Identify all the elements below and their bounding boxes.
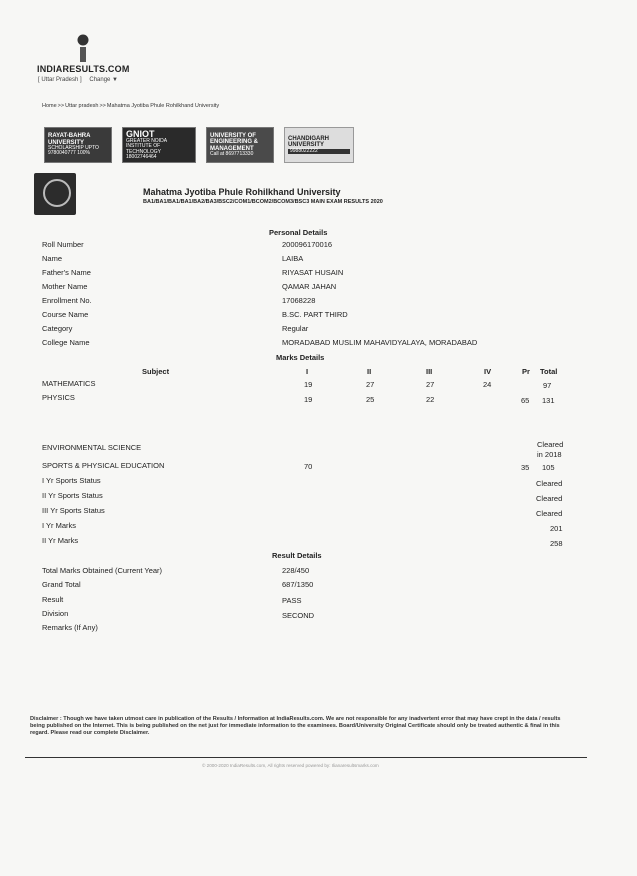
yr1-sports-label: I Yr Sports Status bbox=[42, 476, 101, 485]
math-paper-3: 27 bbox=[426, 380, 435, 389]
col-paper-4: IV bbox=[484, 367, 492, 376]
result-details-heading: Result Details bbox=[272, 551, 322, 560]
breadcrumb-current: Mahatma Jyotiba Phule Rohilkhand University bbox=[106, 103, 220, 109]
state-label: [ Uttar Pradesh ] bbox=[38, 77, 82, 83]
result-value: PASS bbox=[282, 596, 302, 605]
col-paper-1: I bbox=[306, 367, 309, 376]
yr3-sports-label: III Yr Sports Status bbox=[42, 506, 105, 515]
physics-paper-3: 22 bbox=[426, 395, 435, 404]
math-paper-4: 24 bbox=[483, 380, 492, 389]
math-paper-1: 19 bbox=[304, 380, 313, 389]
yr2-marks-value: 258 bbox=[550, 539, 563, 548]
roll-number-label: Roll Number bbox=[42, 240, 84, 249]
col-paper-2: II bbox=[367, 367, 372, 376]
exam-name: BA1/BA1/BA1/BA1/BA2/BA3/BSC2/COM1/BCOM2/BCOM3/BSC3 MAIN EXAM RESULTS 2020 bbox=[143, 199, 383, 205]
mother-name-label: Mother Name bbox=[42, 282, 88, 291]
subject-env-science: ENVIRONMENTAL SCIENCE bbox=[42, 443, 142, 452]
breadcrumb-separator: >> bbox=[57, 103, 65, 109]
col-subject: Subject bbox=[142, 367, 170, 376]
name-value: LAIBA bbox=[282, 254, 304, 263]
yr1-marks-label: I Yr Marks bbox=[42, 521, 77, 530]
yr2-sports-value: Cleared bbox=[536, 494, 563, 503]
university-name: Mahatma Jyotiba Phule Rohilkhand University bbox=[143, 187, 341, 197]
ad-uem[interactable] bbox=[206, 127, 274, 163]
ad-rayat-bahra[interactable] bbox=[44, 127, 112, 163]
course-name-value: B.SC. PART THIRD bbox=[282, 310, 348, 319]
breadcrumb-state[interactable]: Uttar pradesh bbox=[65, 103, 99, 109]
indiaresults-logo-icon[interactable] bbox=[76, 34, 90, 62]
ad-title: CHANDIGARH UNIVERSITY bbox=[288, 136, 329, 149]
state-selector bbox=[38, 77, 124, 83]
ad-extra: 9988022222 bbox=[288, 149, 350, 154]
father-name-value: RIYASAT HUSAIN bbox=[282, 268, 344, 277]
yr3-sports-value: Cleared bbox=[536, 509, 563, 518]
ad-subtitle: Call at 8697713330 bbox=[210, 150, 254, 157]
sports-practical: 35 bbox=[521, 463, 530, 472]
total-marks-label: Total Marks Obtained (Current Year) bbox=[42, 566, 163, 575]
grand-total-value: 687/1350 bbox=[282, 580, 314, 589]
father-name-label: Father's Name bbox=[42, 268, 91, 277]
ad-subtitle: SCHOLARSHIP UPTO bbox=[48, 145, 99, 152]
physics-paper-2: 25 bbox=[366, 395, 375, 404]
col-practical: Pr bbox=[522, 367, 530, 376]
physics-total: 131 bbox=[542, 396, 555, 405]
sports-paper-1: 70 bbox=[304, 462, 313, 471]
roll-number-value: 200096170016 bbox=[282, 240, 333, 249]
enrollment-label: Enrollment No. bbox=[42, 296, 92, 305]
yr2-sports-label: II Yr Sports Status bbox=[42, 491, 103, 500]
disclaimer-text: Disclaimer : Though we have taken utmost care in publication of the Results / Information at IndiaResults.com. We are not responsible for any inadvertent error that may have crept in the data / results being published on the Internet. This is being published on the net just for immediate information to the examinees. Board/University Original Certificate should only be treated authentic & final in this regard. Please read our complete Disclaimer. bbox=[30, 716, 561, 736]
yr1-marks-value: 201 bbox=[550, 524, 563, 533]
site-name[interactable]: INDIARESULTS.COM bbox=[37, 64, 130, 74]
ad-subtitle: GREATER NOIDA INSTITUTE OF TECHNOLOGY bbox=[126, 138, 167, 155]
enrollment-value: 17068228 bbox=[282, 296, 316, 305]
course-name-label: Course Name bbox=[42, 310, 89, 319]
ad-gniot[interactable] bbox=[122, 127, 196, 163]
sports-total: 105 bbox=[542, 463, 555, 472]
physics-paper-1: 19 bbox=[304, 395, 313, 404]
ad-title: UNIVERSITY OF ENGINEERING & MANAGEMENT bbox=[210, 132, 259, 152]
copyright-text: © 2000-2020 IndiaResults.com, All rights reserved powered by: Ilianaresultsmarks.com bbox=[202, 763, 379, 768]
result-label: Result bbox=[42, 595, 64, 604]
marks-details-heading: Marks Details bbox=[276, 353, 325, 362]
division-label: Division bbox=[42, 609, 69, 618]
category-value: Regular bbox=[282, 324, 309, 333]
college-name-value: MORADABAD MUSLIM MAHAVIDYALAYA, MORADABAD bbox=[282, 338, 478, 347]
physics-practical: 65 bbox=[521, 396, 530, 405]
grand-total-label: Grand Total bbox=[42, 580, 81, 589]
breadcrumb-separator: >> bbox=[99, 103, 106, 109]
subject-physics: PHYSICS bbox=[42, 393, 75, 402]
total-marks-value: 228/450 bbox=[282, 566, 310, 575]
ad-extra: 9780040777 100% bbox=[48, 150, 90, 157]
footer-divider bbox=[25, 757, 587, 758]
ad-chandigarh[interactable] bbox=[284, 127, 354, 163]
env-status: Cleared bbox=[537, 440, 564, 449]
breadcrumb bbox=[42, 103, 220, 109]
col-paper-3: III bbox=[426, 367, 433, 376]
ad-banner-row bbox=[44, 127, 354, 161]
yr1-sports-value: Cleared bbox=[536, 479, 563, 488]
ad-extra: 18002746464 bbox=[126, 153, 157, 160]
subject-mathematics: MATHEMATICS bbox=[42, 379, 96, 388]
ad-title: GNIOT bbox=[126, 128, 155, 139]
category-label: Category bbox=[42, 324, 73, 333]
col-total: Total bbox=[540, 367, 558, 376]
math-paper-2: 27 bbox=[366, 380, 375, 389]
change-state-link[interactable]: Change ▼ bbox=[89, 77, 118, 83]
env-status-year: in 2018 bbox=[537, 450, 562, 459]
breadcrumb-home[interactable]: Home bbox=[42, 103, 57, 109]
college-name-label: College Name bbox=[42, 338, 90, 347]
division-value: SECOND bbox=[282, 611, 315, 620]
ad-title: RAYAT-BAHRA UNIVERSITY bbox=[48, 133, 91, 146]
personal-details-heading: Personal Details bbox=[269, 228, 328, 237]
math-total: 97 bbox=[543, 381, 552, 390]
yr2-marks-label: II Yr Marks bbox=[42, 536, 79, 545]
subject-sports: SPORTS & PHYSICAL EDUCATION bbox=[42, 461, 165, 470]
remarks-label: Remarks (If Any) bbox=[42, 623, 98, 632]
university-seal-icon bbox=[34, 173, 76, 215]
name-label: Name bbox=[42, 254, 63, 263]
mother-name-value: QAMAR JAHAN bbox=[282, 282, 337, 291]
